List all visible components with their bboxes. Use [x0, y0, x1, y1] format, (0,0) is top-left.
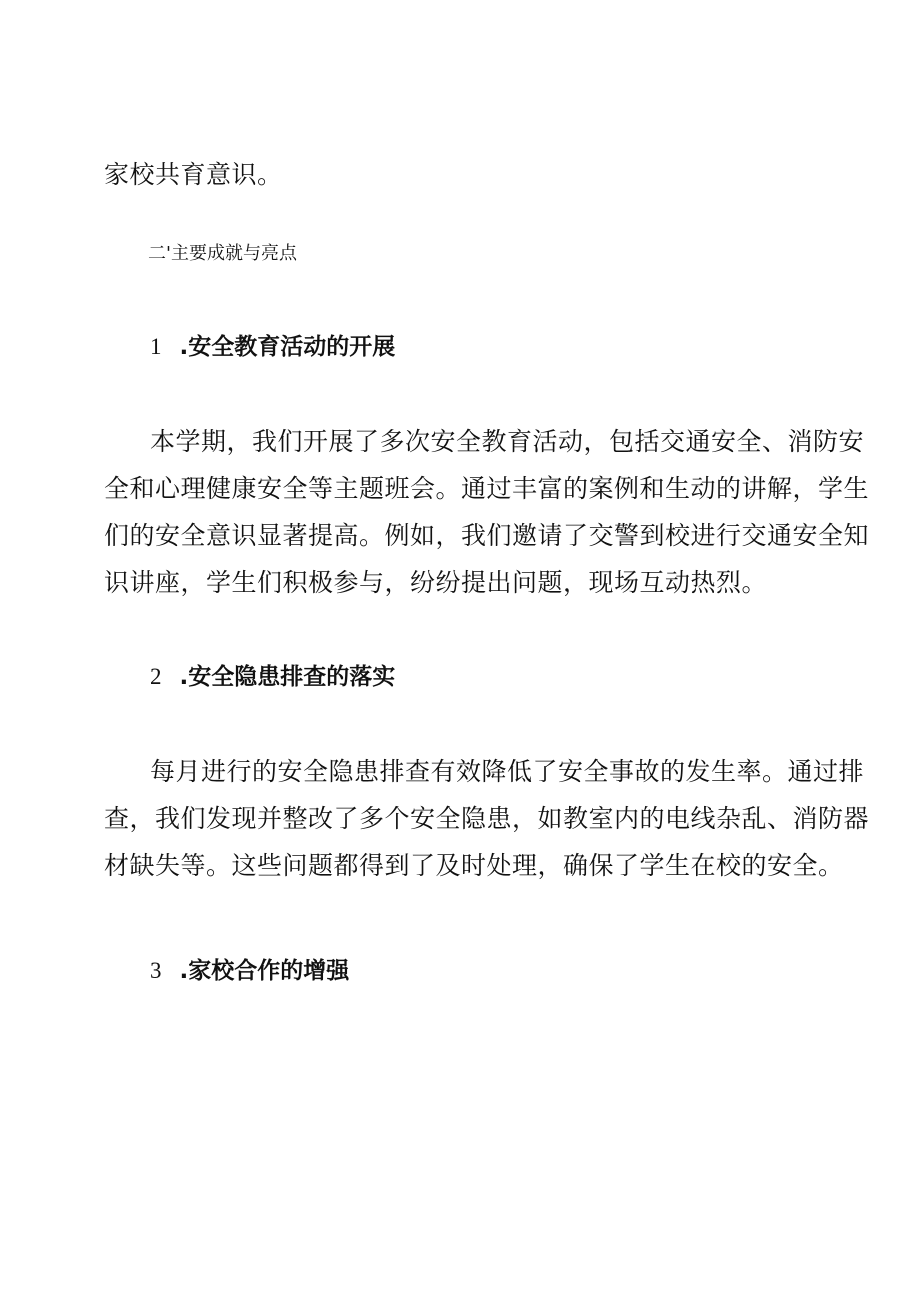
paragraph-1-line-4: 识讲座，学生们积极参与，纷纷提出问题，现场互动热烈。 — [104, 568, 768, 597]
paragraph-1-line-2: 全和心理健康安全等主题班会。通过丰富的案例和生动的讲解，学生 — [104, 474, 870, 503]
subsection-2-number: 2 — [150, 664, 162, 689]
paragraph-1-line-1: 本学期，我们开展了多次安全教育活动，包括交通安全、消防安 — [150, 427, 865, 456]
continuation-line: 家校共育意识。 — [104, 160, 283, 189]
subsection-2-heading — [150, 663, 395, 691]
subsection-2-title: .安全隐患排查的落实 — [179, 664, 396, 690]
subsection-3-title: .家校合作的增强 — [179, 958, 350, 984]
subsection-3-heading — [150, 957, 349, 985]
section-heading: 二'主要成就与亮点 — [148, 243, 297, 264]
paragraph-2-line-1: 每月进行的安全隐患排查有效降低了安全事故的发生率。通过排 — [150, 757, 865, 786]
subsection-1-title: .安全教育活动的开展 — [179, 334, 396, 360]
subsection-1-number: 1 — [150, 334, 162, 359]
paragraph-2-line-3: 材缺失等。这些问题都得到了及时处理，确保了学生在校的安全。 — [104, 851, 844, 880]
subsection-3-number: 3 — [150, 958, 162, 983]
subsection-1-heading — [150, 333, 395, 361]
paragraph-1-line-3: 们的安全意识显著提高。例如，我们邀请了交警到校进行交通安全知 — [104, 521, 870, 550]
paragraph-2-line-2: 查，我们发现并整改了多个安全隐患，如教室内的电线杂乱、消防器 — [104, 804, 870, 833]
